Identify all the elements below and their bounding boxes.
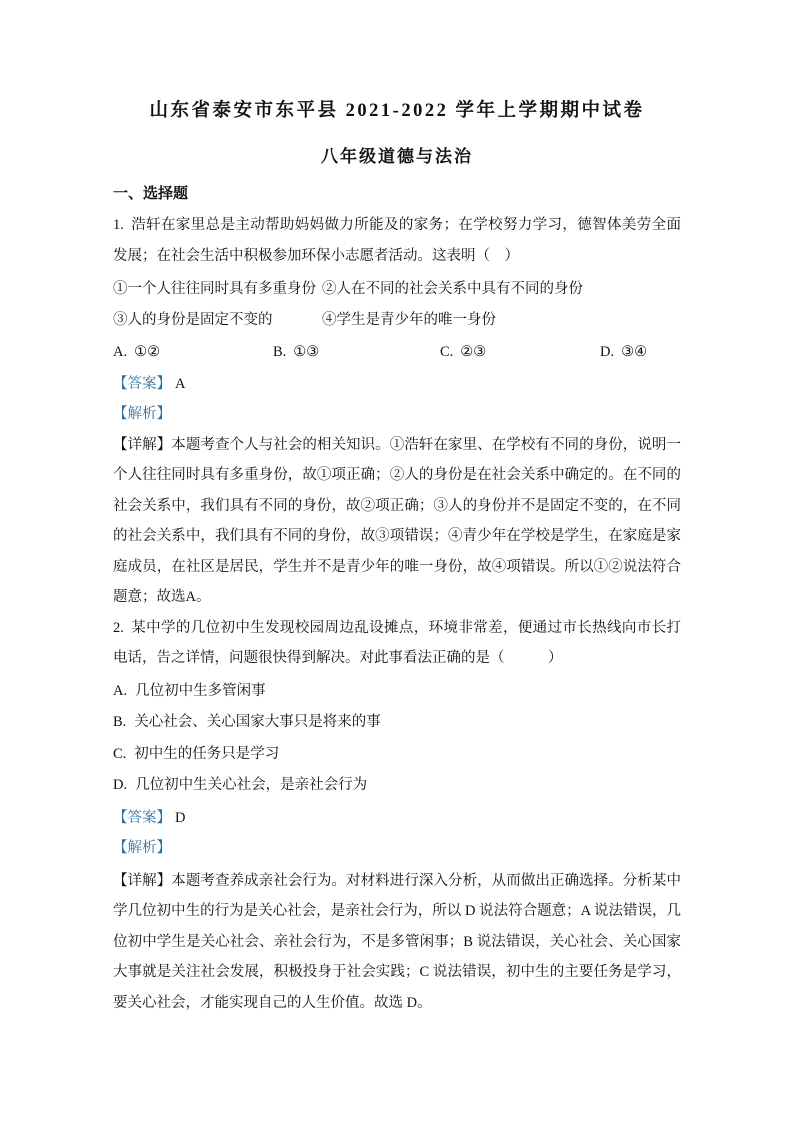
choice-a-text: ①② bbox=[134, 344, 161, 360]
choice-c-key: C. bbox=[440, 344, 454, 360]
statement-3: ③人的身份是固定不变的 bbox=[113, 311, 273, 328]
choice-b bbox=[273, 337, 440, 368]
question-1-number: 1. bbox=[113, 217, 124, 233]
question-1 bbox=[113, 210, 681, 613]
section-heading-multiple-choice: 一、选择题 bbox=[113, 186, 189, 202]
question-1-explanation-text: 本题考查个人与社会的相关知识。①浩轩在家里、在学校有不同的身份，说明一个人往往同时具有多重身份，故①项正确；②人的身份是在社会关系中确定的。在不同的社会关系中，我们具有不同的身份，故②项正确；③人的身份并不是固定不变的，在不同的社会关系中，我们具有不同的身份，故③项错误；④青少年在学校是学生，在家庭是家庭成员，在社区是居民，学生并不是青少年的唯一身份，故④项错误。所以①②说法符合题意；故选A。 bbox=[113, 436, 681, 605]
choice-b-key: B. bbox=[273, 344, 287, 360]
choice-c-text: ②③ bbox=[460, 344, 487, 360]
question-1-statements bbox=[113, 274, 681, 335]
analysis-label: 【解析】 bbox=[113, 406, 171, 422]
choice-d bbox=[113, 770, 681, 802]
question-2-stem-text: 某中学的几位初中生发现校园周边乱设摊点，环境非常差，便通过市长热线向市长打电话，告之详情，问题很快得到解决。对此事看法正确的是（ ） bbox=[113, 619, 681, 666]
answer-label: 【答案】 bbox=[113, 375, 171, 392]
question-2-explanation-text: 本题考查养成亲社会行为。对材料进行深入分析，从而做出正确选择。分析某中学几位初中生的行为是关心社会，是亲社会行为，所以 D 说法符合题意；A 说法错误，几位初中学生是关心社会、亲社会行为，不是多管闲事；B 说法错误，关心社会、关心国家大事就是关注社会发展，积极投身于社会实践；C 说法错误，初中生的主要任务是学习，要关心社会，才能实现自己的人生价值。故选 D。 bbox=[113, 872, 681, 1011]
question-1-analysis-line bbox=[113, 399, 681, 430]
statement-line-2 bbox=[113, 305, 681, 336]
question-1-answer-line bbox=[113, 369, 681, 400]
paper-title-line1: 山东省泰安市东平县 2021-2022 学年上学期期中试卷 bbox=[149, 101, 645, 121]
statement-1: ①一个人往往同时具有多重身份 bbox=[113, 281, 316, 297]
question-2-choices bbox=[113, 676, 681, 802]
explain-label: 【详解】 bbox=[113, 872, 172, 889]
choice-a bbox=[113, 676, 681, 708]
choice-d-key: D. bbox=[600, 344, 615, 360]
question-2-explanation bbox=[113, 866, 681, 1019]
choice-b-text: ①③ bbox=[293, 344, 320, 360]
question-2-number: 2. bbox=[113, 619, 124, 636]
question-2-answer-line bbox=[113, 803, 681, 834]
explain-label: 【详解】 bbox=[113, 436, 172, 453]
choice-c bbox=[440, 337, 600, 368]
question-2-analysis-line bbox=[113, 833, 681, 864]
choice-a-key: A. bbox=[113, 682, 128, 699]
choice-a bbox=[113, 337, 273, 368]
choice-d-key: D. bbox=[113, 777, 128, 793]
choice-c-key: C. bbox=[113, 745, 127, 762]
choice-d bbox=[600, 337, 681, 368]
question-1-answer-value: A bbox=[175, 375, 186, 392]
choice-c-text: 初中生的任务只是学习 bbox=[134, 745, 280, 762]
choice-a-text: 几位初中生多管闲事 bbox=[135, 682, 266, 699]
choice-a-key: A. bbox=[113, 344, 128, 360]
choice-b bbox=[113, 707, 681, 739]
choice-b-text: 关心社会、关心国家大事只是将来的事 bbox=[134, 714, 381, 730]
choice-b-key: B. bbox=[113, 714, 127, 730]
question-2 bbox=[113, 613, 681, 1019]
choice-d-text: 几位初中生关心社会，是亲社会行为 bbox=[135, 777, 368, 793]
analysis-label: 【解析】 bbox=[113, 840, 171, 856]
question-1-explanation bbox=[113, 430, 681, 613]
statement-line-1 bbox=[113, 274, 681, 305]
choice-d-text: ③④ bbox=[621, 344, 648, 360]
choice-c bbox=[113, 739, 681, 771]
question-2-answer-value: D bbox=[175, 809, 186, 826]
question-1-stem-text: 浩轩在家里总是主动帮助妈妈做力所能及的家务；在学校努力学习，德智体美劳全面发展；在社会生活中积极参加环保小志愿者活动。这表明（ ） bbox=[113, 217, 681, 264]
answer-label: 【答案】 bbox=[113, 809, 171, 826]
paper-title-line2: 八年级道德与法治 bbox=[321, 147, 473, 166]
statement-2: ②人在不同的社会关系中具有不同的身份 bbox=[322, 281, 583, 297]
statement-4: ④学生是青少年的唯一身份 bbox=[322, 311, 496, 328]
question-1-stem bbox=[113, 210, 681, 271]
question-2-stem bbox=[113, 613, 681, 674]
question-1-choices-row bbox=[113, 337, 681, 368]
